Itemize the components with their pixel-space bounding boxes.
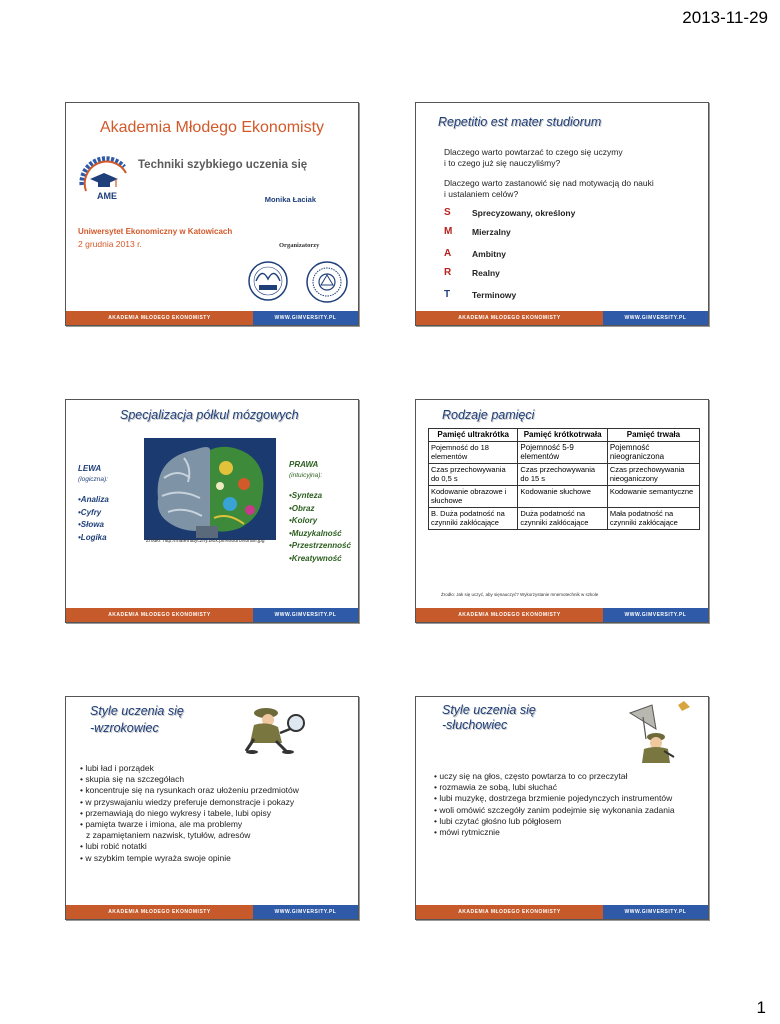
title-line: Style uczenia się	[442, 703, 536, 717]
question-line: i to czego już się nauczyliśmy?	[444, 158, 561, 168]
smart-word: Realny	[472, 267, 500, 278]
visual-learner-traits	[80, 763, 299, 864]
list-item: • mówi rytmicznie	[434, 827, 704, 838]
list-item-continuation: z zapamiętaniem nazwisk, tytułów, adresów	[86, 830, 251, 841]
smart-letter: R	[444, 267, 452, 278]
list-item: •Muzykalność	[289, 528, 342, 538]
slide-footer	[416, 311, 708, 325]
table-row	[429, 463, 700, 485]
university-seal-icon	[306, 261, 348, 303]
title-line: -wzrokowiec	[90, 721, 159, 735]
smart-word: Sprecyzowany, określony	[472, 207, 576, 218]
smart-item	[444, 289, 516, 300]
right-hemisphere-heading: PRAWA	[289, 460, 319, 469]
table-cell: Kodowanie słuchowe	[518, 485, 607, 507]
university-name: Uniwersytet Ekonomiczny w Katowicach	[78, 227, 233, 236]
event-date: 2 grudnia 2013 r.	[78, 239, 142, 249]
table-cell: Kodowanie semantyczne	[607, 485, 699, 507]
page-number: 1	[756, 998, 766, 1017]
left-hemisphere-sub: (logiczna):	[78, 476, 108, 483]
smart-letter: T	[444, 289, 451, 300]
table-cell: B. Duża podatność na czynniki zakłócające	[429, 507, 518, 529]
question-line: Dlaczego warto powtarzać to czego się uczymy	[444, 147, 623, 157]
list-item: •Logika	[78, 532, 107, 542]
slide-title: Repetitio est mater studiorum	[438, 115, 602, 129]
list-item: • lubi czytać głośno lub półgłosem	[434, 816, 704, 827]
list-item: •Cyfry	[78, 507, 102, 517]
table-cell: Czas przechowywania do 0,5 s	[429, 463, 518, 485]
table-header: Pamięć ultrakrótka	[429, 429, 518, 442]
slide-footer	[66, 905, 358, 919]
list-item: • w przyswajaniu wiedzy preferuje demonstracje i pokazy	[80, 797, 299, 808]
slide-footer	[416, 905, 708, 919]
list-item: • lubi robić notatki	[80, 841, 299, 852]
table-cell: Pojemność do 18 elementów	[429, 441, 518, 463]
footer-website-link[interactable]: WWW.GIMVERSITY.PL	[253, 905, 358, 919]
list-item: •Synteza	[289, 491, 323, 500]
list-item: •Słowa	[78, 520, 104, 529]
table-row	[429, 441, 700, 463]
list-item: •Obraz	[289, 503, 315, 513]
slide-main-title: Akademia Młodego Ekonomisty	[99, 119, 325, 136]
question-line: Dlaczego warto zastanowić się nad motywacją do nauki	[444, 178, 654, 188]
footer-left-text: AKADEMIA MŁODEGO EKONOMISTY	[66, 608, 253, 622]
author-name: Monika Łaciak	[264, 195, 316, 204]
slide-footer	[66, 311, 358, 325]
table-cell: Pojemność nieograniczona	[607, 441, 699, 463]
table-cell: Mała podatność na czynniki zakłócające	[607, 507, 699, 529]
memory-table	[428, 428, 700, 530]
smart-word: Ambitny	[472, 248, 506, 259]
list-item: •Analiza	[78, 495, 109, 504]
list-item: • koncentruje się na rysunkach oraz ułożeniu przedmiotów	[80, 785, 299, 796]
table-source: Źrodło: Jak się uczyć, aby sięnauczyć? Wykorzystanie mnemotechnik w szkole	[441, 592, 599, 597]
list-item: • uczy się na głos, często powtarza to co przeczytał	[434, 771, 704, 782]
smart-word: Terminowy	[472, 289, 517, 300]
table-cell: Czas przechowywania do 15 s	[518, 463, 607, 485]
list-item: •Przestrzenność	[289, 541, 351, 550]
slide-memory-types	[415, 399, 709, 623]
title-line: -słuchowiec	[442, 718, 508, 732]
list-item: • rozmawia ze sobą, lubi słuchać	[434, 782, 704, 793]
footer-website-link[interactable]: WWW.GIMVERSITY.PL	[603, 608, 708, 622]
footer-left-text: AKADEMIA MŁODEGO EKONOMISTY	[416, 311, 603, 325]
list-item: • skupia się na szczegółach	[80, 774, 299, 785]
list-item: •Kolory	[289, 516, 318, 525]
smart-item	[444, 267, 500, 278]
list-item: • w szybkim tempie wyraża swoje opinie	[80, 853, 299, 864]
table-cell: Duża podatność na czynniki zakłócające	[518, 507, 607, 529]
footer-website-link[interactable]: WWW.GIMVERSITY.PL	[603, 311, 708, 325]
slide-footer	[416, 608, 708, 622]
slide-title: Specjalizacja półkul mózgowych	[120, 408, 299, 422]
slide-visual-learner	[65, 696, 359, 920]
list-item: • pamięta twarze i imiona, ale ma problemy	[80, 819, 299, 830]
slide-title	[90, 703, 184, 737]
smart-letter: S	[444, 207, 451, 218]
table-header: Pamięć krótkotrwała	[518, 429, 607, 442]
table-header-row	[429, 429, 700, 442]
left-hemisphere-list	[78, 494, 109, 544]
left-hemisphere-heading: LEWA	[78, 464, 102, 473]
brain-image	[144, 438, 276, 540]
smart-letter: M	[444, 226, 453, 237]
slide-subtitle: Techniki szybkiego uczenia się	[138, 159, 308, 171]
footer-left-text: AKADEMIA MŁODEGO EKONOMISTY	[416, 608, 603, 622]
organizers-label: Organizatorzy	[279, 242, 320, 249]
detective-magnifier-icon	[236, 703, 314, 755]
list-item: • woli omówić szczegóły zanim podejmie się wykonania zadania	[434, 805, 704, 816]
title-line: Style uczenia się	[90, 704, 184, 718]
table-row	[429, 507, 700, 529]
slide-auditory-learner	[415, 696, 709, 920]
footer-left-text: AKADEMIA MŁODEGO EKONOMISTY	[66, 311, 253, 325]
slide-footer	[66, 608, 358, 622]
slide-title: Rodzaje pamięci	[442, 408, 535, 422]
smart-letter: A	[444, 248, 452, 259]
footer-website-link[interactable]: WWW.GIMVERSITY.PL	[603, 905, 708, 919]
footer-left-text: AKADEMIA MŁODEGO EKONOMISTY	[66, 905, 253, 919]
table-row	[429, 485, 700, 507]
right-hemisphere-list	[289, 490, 351, 565]
question-line: i ustalaniem celów?	[444, 189, 519, 199]
image-source: Źródło: http://matematyczny.blox.pl/resource/brain.jpg	[146, 538, 265, 544]
table-cell: Czas przechowywania nieoganiczony	[607, 463, 699, 485]
slide-smart-goals	[415, 102, 709, 326]
smart-word: Mierzalny	[472, 226, 511, 237]
smart-item	[444, 226, 511, 237]
list-item: • lubi ład i porządek	[80, 763, 299, 774]
slide-title-page	[65, 102, 359, 326]
smart-item	[444, 207, 575, 218]
footer-website-link[interactable]: WWW.GIMVERSITY.PL	[253, 311, 358, 325]
page-date: 2013-11-29	[682, 8, 768, 27]
footer-left-text: AKADEMIA MŁODEGO EKONOMISTY	[416, 905, 603, 919]
list-item: •Kreatywność	[289, 553, 342, 563]
table-cell: Pojemność 5-9 elementów	[518, 441, 607, 463]
footer-website-link[interactable]: WWW.GIMVERSITY.PL	[253, 608, 358, 622]
slide-title	[442, 703, 536, 733]
auditory-learner-traits	[434, 771, 704, 838]
listening-spy-icon	[612, 699, 700, 765]
ame-logo	[74, 151, 134, 207]
list-item: • lubi muzykę, dostrzega brzmienie pojedynczych instrumentów	[434, 793, 684, 804]
table-header: Pamięć trwała	[607, 429, 699, 442]
smart-item	[444, 248, 506, 259]
list-item: • przemawiają do niego wykresy i tabele, lubi opisy	[80, 808, 299, 819]
foundation-seal-icon	[248, 261, 288, 301]
svg-text:AME: AME	[97, 191, 117, 201]
right-hemisphere-sub: (intuicyjna):	[289, 472, 323, 479]
slide-brain-hemispheres	[65, 399, 359, 623]
table-cell: Kodowanie obrazowe i słuchowe	[429, 485, 518, 507]
